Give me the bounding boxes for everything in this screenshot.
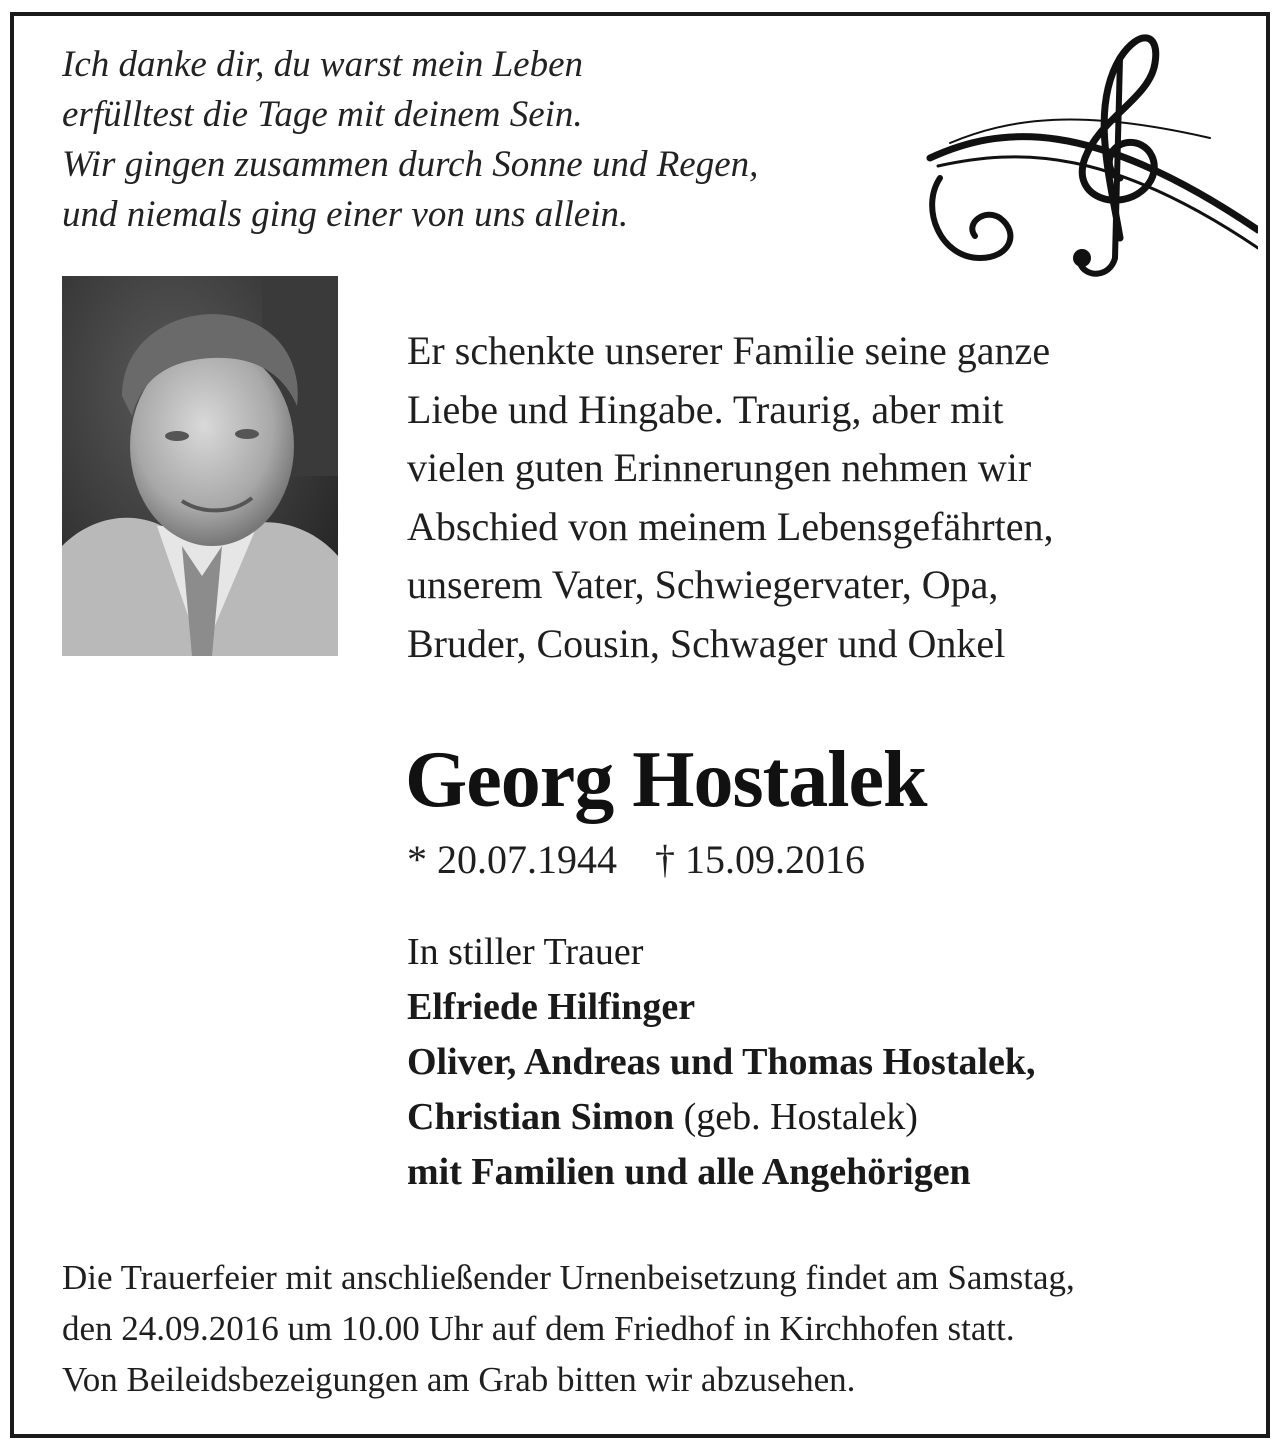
intro-line: Bruder, Cousin, Schwager und Onkel [407,620,1006,666]
mourner-line: Elfriede Hilfinger [407,986,696,1028]
poem-line: und niemals ging einer von uns allein. [62,194,629,235]
funeral-line: den 24.09.2016 um 10.00 Uhr auf dem Friedhof in Kirchhofen statt. [62,1309,1015,1348]
mourner-line: mit Familien und alle Angehörigen [407,1151,971,1193]
life-dates [407,835,865,885]
funeral-line: Die Trauerfeier mit anschließender Urnenbeisetzung findet am Samstag, [62,1258,1075,1297]
poem-line: erfülltest die Tage mit deinem Sein. [62,94,583,135]
mourner-line: Oliver, Andreas und Thomas Hostalek, [407,1041,1036,1083]
intro-text [407,322,1227,673]
intro-line: vielen guten Erinnerungen nehmen wir [407,445,1032,490]
treble-clef-icon [910,8,1258,288]
intro-line: Liebe und Hingabe. Traurig, aber mit [407,386,1004,432]
funeral-line: Von Beileidsbezeigungen am Grab bitten wir abzusehen. [62,1360,856,1399]
mourners-intro: In stiller Trauer [407,931,644,973]
mourner-name: Christian Simon [407,1096,675,1138]
funeral-notice [62,1252,1242,1405]
intro-line: Er schenkte unserer Familie seine ganze [407,328,1051,373]
poem-line: Wir gingen zusammen durch Sonne und Regen, [62,144,759,185]
intro-line: unserem Vater, Schwiegervater, Opa, [407,562,999,607]
birth-date: * 20.07.1944 [407,837,617,882]
death-date: † 15.09.2016 [655,837,865,882]
deceased-name: Georg Hostalek [405,736,927,824]
poem [62,40,942,240]
mourner-line [407,1090,1237,1145]
poem-line: Ich danke dir, du warst mein Leben [62,44,584,85]
portrait-photo [62,276,338,656]
mourner-note: (geb. Hostalek) [674,1096,918,1138]
mourners [407,925,1237,1200]
intro-line: Abschied von meinem Lebensgefährten, [407,503,1054,549]
